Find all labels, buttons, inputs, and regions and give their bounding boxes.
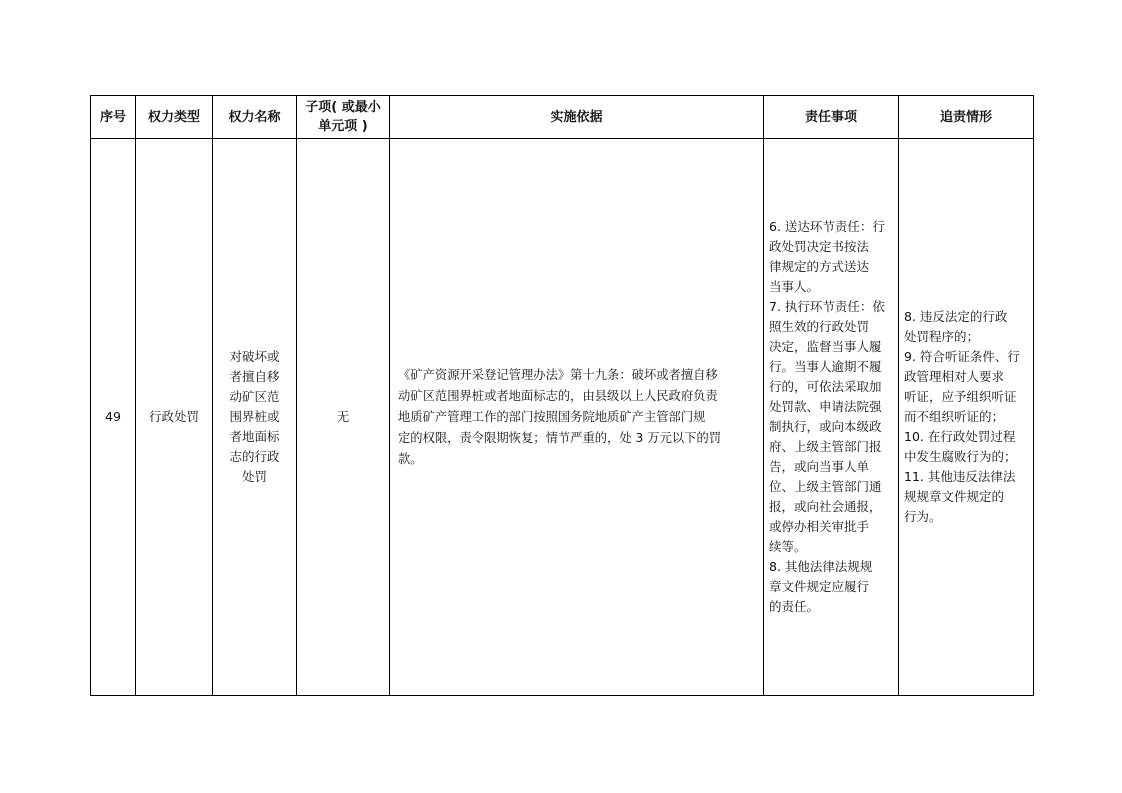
duty-line: 6. 送达环节责任：行: [769, 219, 885, 234]
cell-seq: 49: [91, 139, 136, 696]
power-name-line: 动矿区范: [229, 389, 280, 404]
accountability-line: 9. 符合听证条件、行: [904, 349, 1020, 364]
duty-line: 报，或向社会通报，: [769, 499, 882, 514]
power-name-line: 志的行政: [229, 449, 280, 464]
basis-line: 款。: [398, 451, 423, 466]
table-header-row: [91, 96, 1034, 139]
header-sub-item: [297, 96, 390, 139]
accountability-line: 政管理相对人要求: [904, 369, 1005, 384]
basis-line: 《矿产资源开采登记管理办法》第十九条：破坏或者擅自移: [398, 367, 718, 382]
accountability-line: 11. 其他违反法律法: [904, 469, 1016, 484]
basis-line: 动矿区范围界桩或者地面标志的，由县级以上人民政府负责: [398, 388, 718, 403]
duty-line: 当事人。: [769, 279, 820, 294]
header-power-name: 权力名称: [213, 96, 297, 139]
cell-power-name: [213, 139, 297, 696]
accountability-line: 10. 在行政处罚过程: [904, 429, 1016, 444]
duty-line: 告，或向当事人单: [769, 459, 870, 474]
header-duty: 责任事项: [764, 96, 899, 139]
header-sub-item-line: 单元项 ): [318, 119, 368, 134]
duty-line: 或停办相关审批手: [769, 519, 870, 534]
accountability-line: 行为。: [904, 509, 942, 524]
power-list-table: [90, 95, 1034, 696]
duty-line: 制执行，或向本级政: [769, 419, 882, 434]
power-name-line: 者地面标: [229, 429, 280, 444]
duty-line: 的责任。: [769, 599, 820, 614]
power-name-line: 对破坏或: [229, 349, 280, 364]
duty-line: 行。当事人逾期不履: [769, 359, 882, 374]
power-name-line: 者擅自移: [229, 369, 280, 384]
header-accountability: 追责情形: [899, 96, 1034, 139]
duty-line: 续等。: [769, 539, 807, 554]
duty-line: 决定，监督当事人履: [769, 339, 882, 354]
accountability-line: 听证，应予组织听证: [904, 389, 1017, 404]
header-seq: 序号: [91, 96, 136, 139]
duty-line: 位、上级主管部门通: [769, 479, 882, 494]
accountability-line: 处罚程序的；: [904, 329, 980, 344]
header-power-type: 权力类型: [136, 96, 213, 139]
basis-line: 地质矿产管理工作的部门按照国务院地质矿产主管部门规: [398, 409, 706, 424]
basis-line: 定的权限，责令限期恢复；情节严重的，处 3 万元以下的罚: [398, 430, 722, 445]
power-name-line: 处罚: [241, 469, 267, 484]
duty-line: 行的，可依法采取加: [769, 379, 882, 394]
table-row: [91, 139, 1034, 696]
cell-basis: [390, 139, 764, 696]
accountability-line: 8. 违反法定的行政: [904, 309, 1008, 324]
cell-power-type: 行政处罚: [136, 139, 213, 696]
header-sub-item-line: 子项( 或最小: [305, 100, 381, 115]
duty-line: 7. 执行环节责任：依: [769, 299, 885, 314]
duty-line: 章文件规定应履行: [769, 579, 870, 594]
duty-line: 政处罚决定书按法: [769, 239, 870, 254]
accountability-line: 而不组织听证的；: [904, 409, 1005, 424]
cell-sub-item: 无: [297, 139, 390, 696]
duty-line: 律规定的方式送达: [769, 259, 870, 274]
accountability-line: 规规章文件规定的: [904, 489, 1005, 504]
duty-line: 8. 其他法律法规规: [769, 559, 873, 574]
accountability-line: 中发生腐败行为的；: [904, 449, 1017, 464]
header-basis: 实施依据: [390, 96, 764, 139]
cell-accountability: [899, 139, 1034, 696]
cell-duty: [764, 139, 899, 696]
duty-line: 府、上级主管部门报: [769, 439, 882, 454]
power-name-line: 围界桩或: [229, 409, 280, 424]
duty-line: 处罚款、申请法院强: [769, 399, 882, 414]
duty-line: 照生效的行政处罚: [769, 319, 870, 334]
